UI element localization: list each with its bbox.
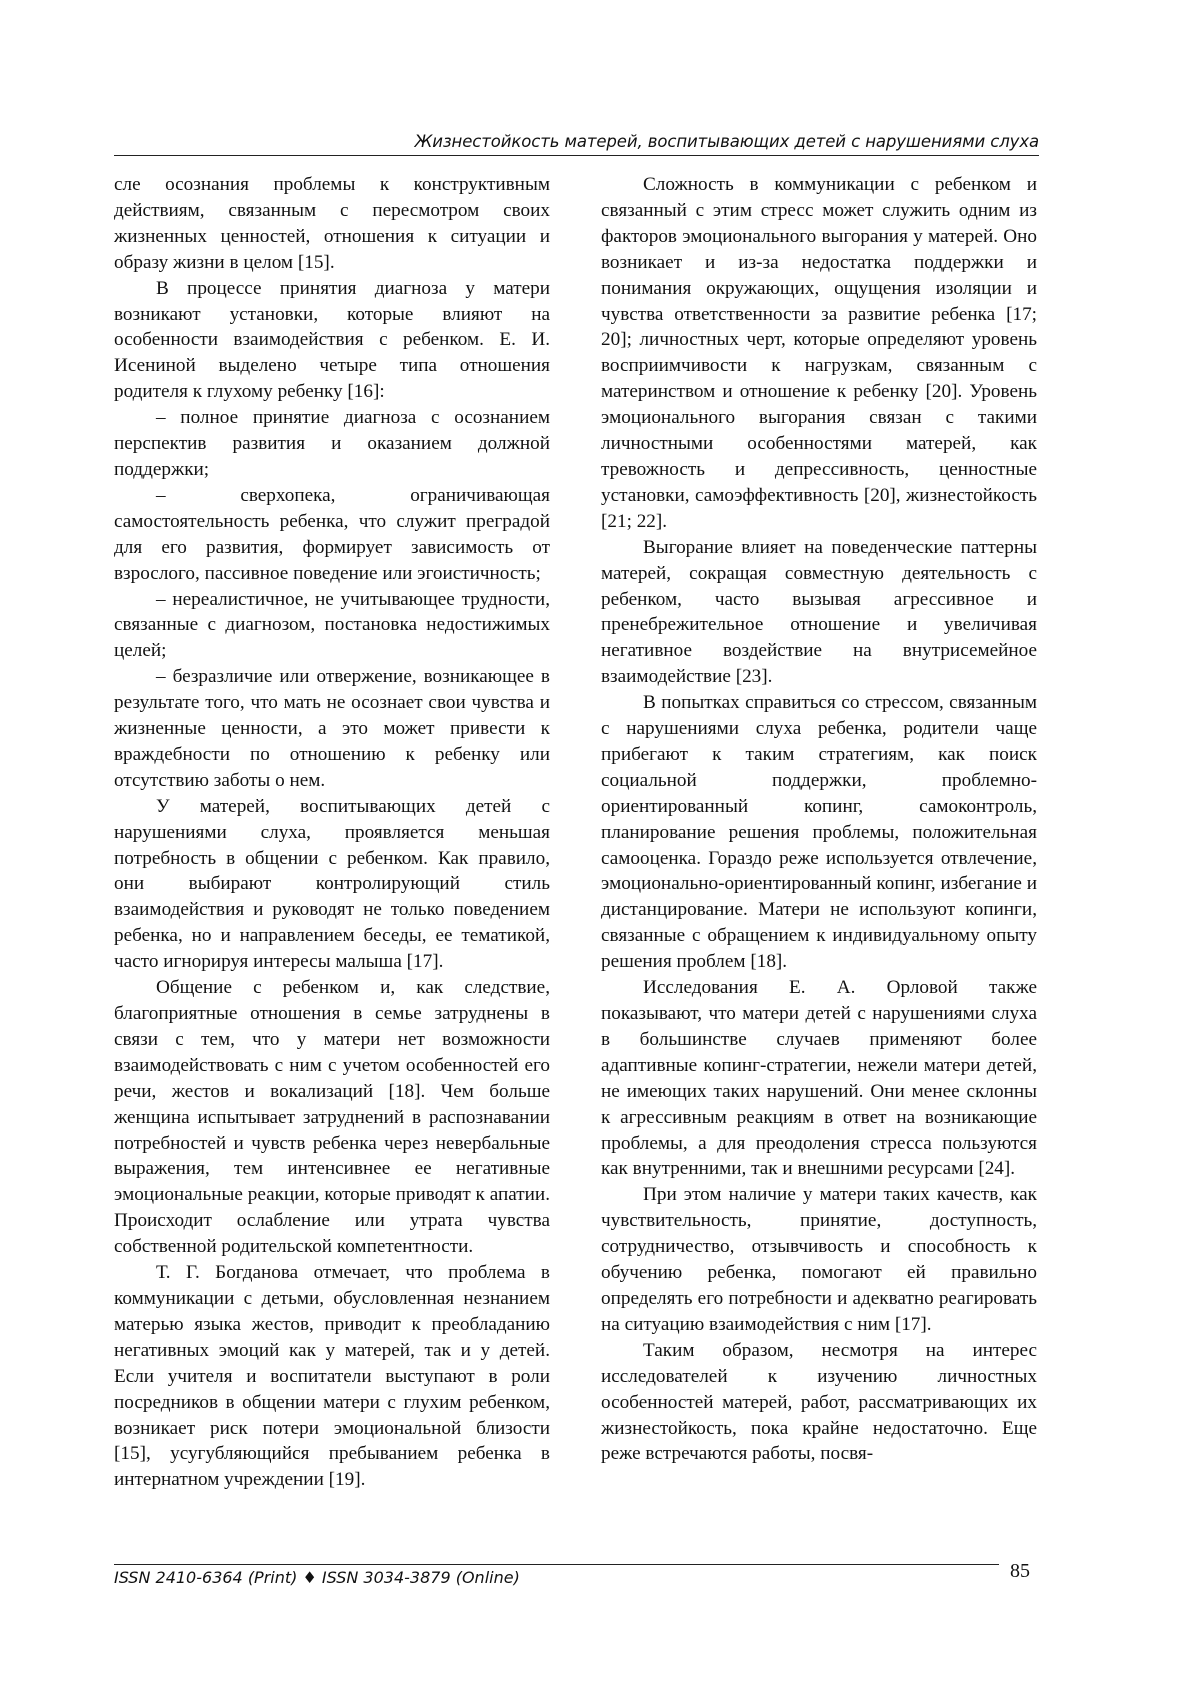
running-header-title: Жизнестойкость матерей, воспитывающих детей с нарушениями слуха: [414, 132, 1039, 151]
list-item: – сверхопека, ограничивающая самостоятельность ребенка, что служит преградой для его развития, формирует зависимость от взрослого, пассивное поведение или эгоистичность;: [114, 484, 550, 584]
paragraph: У матерей, воспитывающих детей с нарушениями слуха, проявляется меньшая потребность в общении с ребенком. Как правило, они выбирают контролирующий стиль взаимодействия и руководят не только поведением ребенка, но и направлением беседы, ее тематикой, часто игнорируя интересы малыша [17].: [114, 795, 550, 973]
paragraph: В процессе принятия диагноза у матери возникают установки, которые влияют на особенности взаимодействия с ребенком. Е. И. Исениной выделено четыре типа отношения родителя к глухому ребенку [16]:: [114, 277, 550, 403]
paragraph: Т. Г. Богданова отмечает, что проблема в коммуникации с детьми, обусловленная незнанием матерью языка жестов, приводит к преобладанию негативных эмоций как у матерей, так и у детей. Если учителя и воспитатели выступают в роли посредников в общении матери с глухим ребенком, возникает риск потери эмоциональной близости [15], усугубляющийся пребыванием ребенка в интернатном учреждении [19].: [114, 1262, 550, 1491]
page-number: 85: [1010, 1560, 1030, 1582]
paragraph: При этом наличие у матери таких качеств, как чувствительность, принятие, доступность, сотрудничество, отзывчивость и способность к обучению ребенка, помогают ей правильно определять его потребности и адекватно реагировать на ситуацию взаимодействия с ним [17].: [601, 1184, 1037, 1335]
paragraph: Исследования Е. А. Орловой также показывают, что матери детей с нарушениями слуха в большинстве случаев применяют более адаптивные копинг-стратегии, нежели матери детей, не имеющих таких нарушений. Они менее склонны к агрессивным реакциям в ответ на возникающие проблемы, а для преодоления стресса пользуются как внутренними, так и внешними ресурсами [24].: [601, 977, 1037, 1180]
footer-issn: ISSN 2410-6364 (Print) ♦ ISSN 3034-3879 (Online): [114, 1568, 520, 1587]
paragraph: Выгорание влияет на поведенческие паттерны матерей, сокращая совместную деятельность с ребенком, часто вызывая агрессивное и пренебрежительное отношение и увеличивая негативное воздействие на внутрисемейное взаимодействие [23].: [601, 536, 1037, 688]
paragraph: Общение с ребенком и, как следствие, благоприятные отношения в семье затруднены в связи с тем, что у матери нет возможности взаимодействовать с ним с учетом особенностей его речи, жестов и вокализаций [18]. Чем больше женщина испытывает затруднений в распознавании потребностей и чувств ребенка через невербальные выражения, тем интенсивнее ее негативные эмоциональные реакции, которые приводят к апатии. Происходит ослабление или утрата чувства собственной родительской компетентности.: [114, 977, 550, 1258]
list-item: – полное принятие диагноза с осознанием перспектив развития и оказанием должной поддержки;: [114, 407, 550, 480]
list-item: – нереалистичное, не учитывающее трудности, связанные с диагнозом, постановка недостижимых целей;: [114, 588, 550, 662]
header-divider: [114, 155, 1039, 156]
paragraph: В попытках справиться со стрессом, связанным с нарушениями слуха ребенка, родители чаще прибегают к таким стратегиям, как поиск социальной поддержки, проблемно-ориентированный копинг, самоконтроль, планирование решения проблемы, положительная самооценка. Гораздо реже используется отвлечение, эмоционально-ориентированный копинг, избегание и дистанцирование. Матери не используют копинги, связанные с обращением к индивидуальному опыту решения проблем [18].: [601, 692, 1037, 973]
paragraph: Таким образом, несмотря на интерес исследователей к изучению личностных особенностей матерей, работ, рассматривающих их жизнестойкость, пока крайне недостаточно. Еще реже встречаются работы, посвя-: [601, 1339, 1037, 1465]
paragraph: сле осознания проблемы к конструктивным действиям, связанным с пересмотром своих жизненных ценностей, отношения к ситуации и образу жизни в целом [15].: [114, 174, 550, 273]
footer-divider: [114, 1564, 999, 1565]
right-text-column: [601, 172, 1037, 1467]
paragraph: Сложность в коммуникации с ребенком и связанный с этим стресс может служить одним из факторов эмоционального выгорания у матерей. Оно возникает и из-за недостатка поддержки и понимания окружающих, ощущения изоляции и чувства ответственности за развитие ребенка [17; 20]; личностных черт, которые определяют уровень восприимчивости к нагрузкам, связанным с материнством и отношение к ребенку [20]. Уровень эмоционального выгорания связан с такими личностными особенностями матерей, как тревожность и депрессивность, ценностные установки, самоэффективность [20], жизнестойкость [21; 22].: [601, 174, 1037, 532]
list-item: – безразличие или отвержение, возникающее в результате того, что мать не осознает свои чувства и жизненные ценности, а это может привести к враждебности по отношению к ребенку или отсутствию заботы о нем.: [114, 666, 550, 791]
left-text-column: [114, 172, 550, 1493]
